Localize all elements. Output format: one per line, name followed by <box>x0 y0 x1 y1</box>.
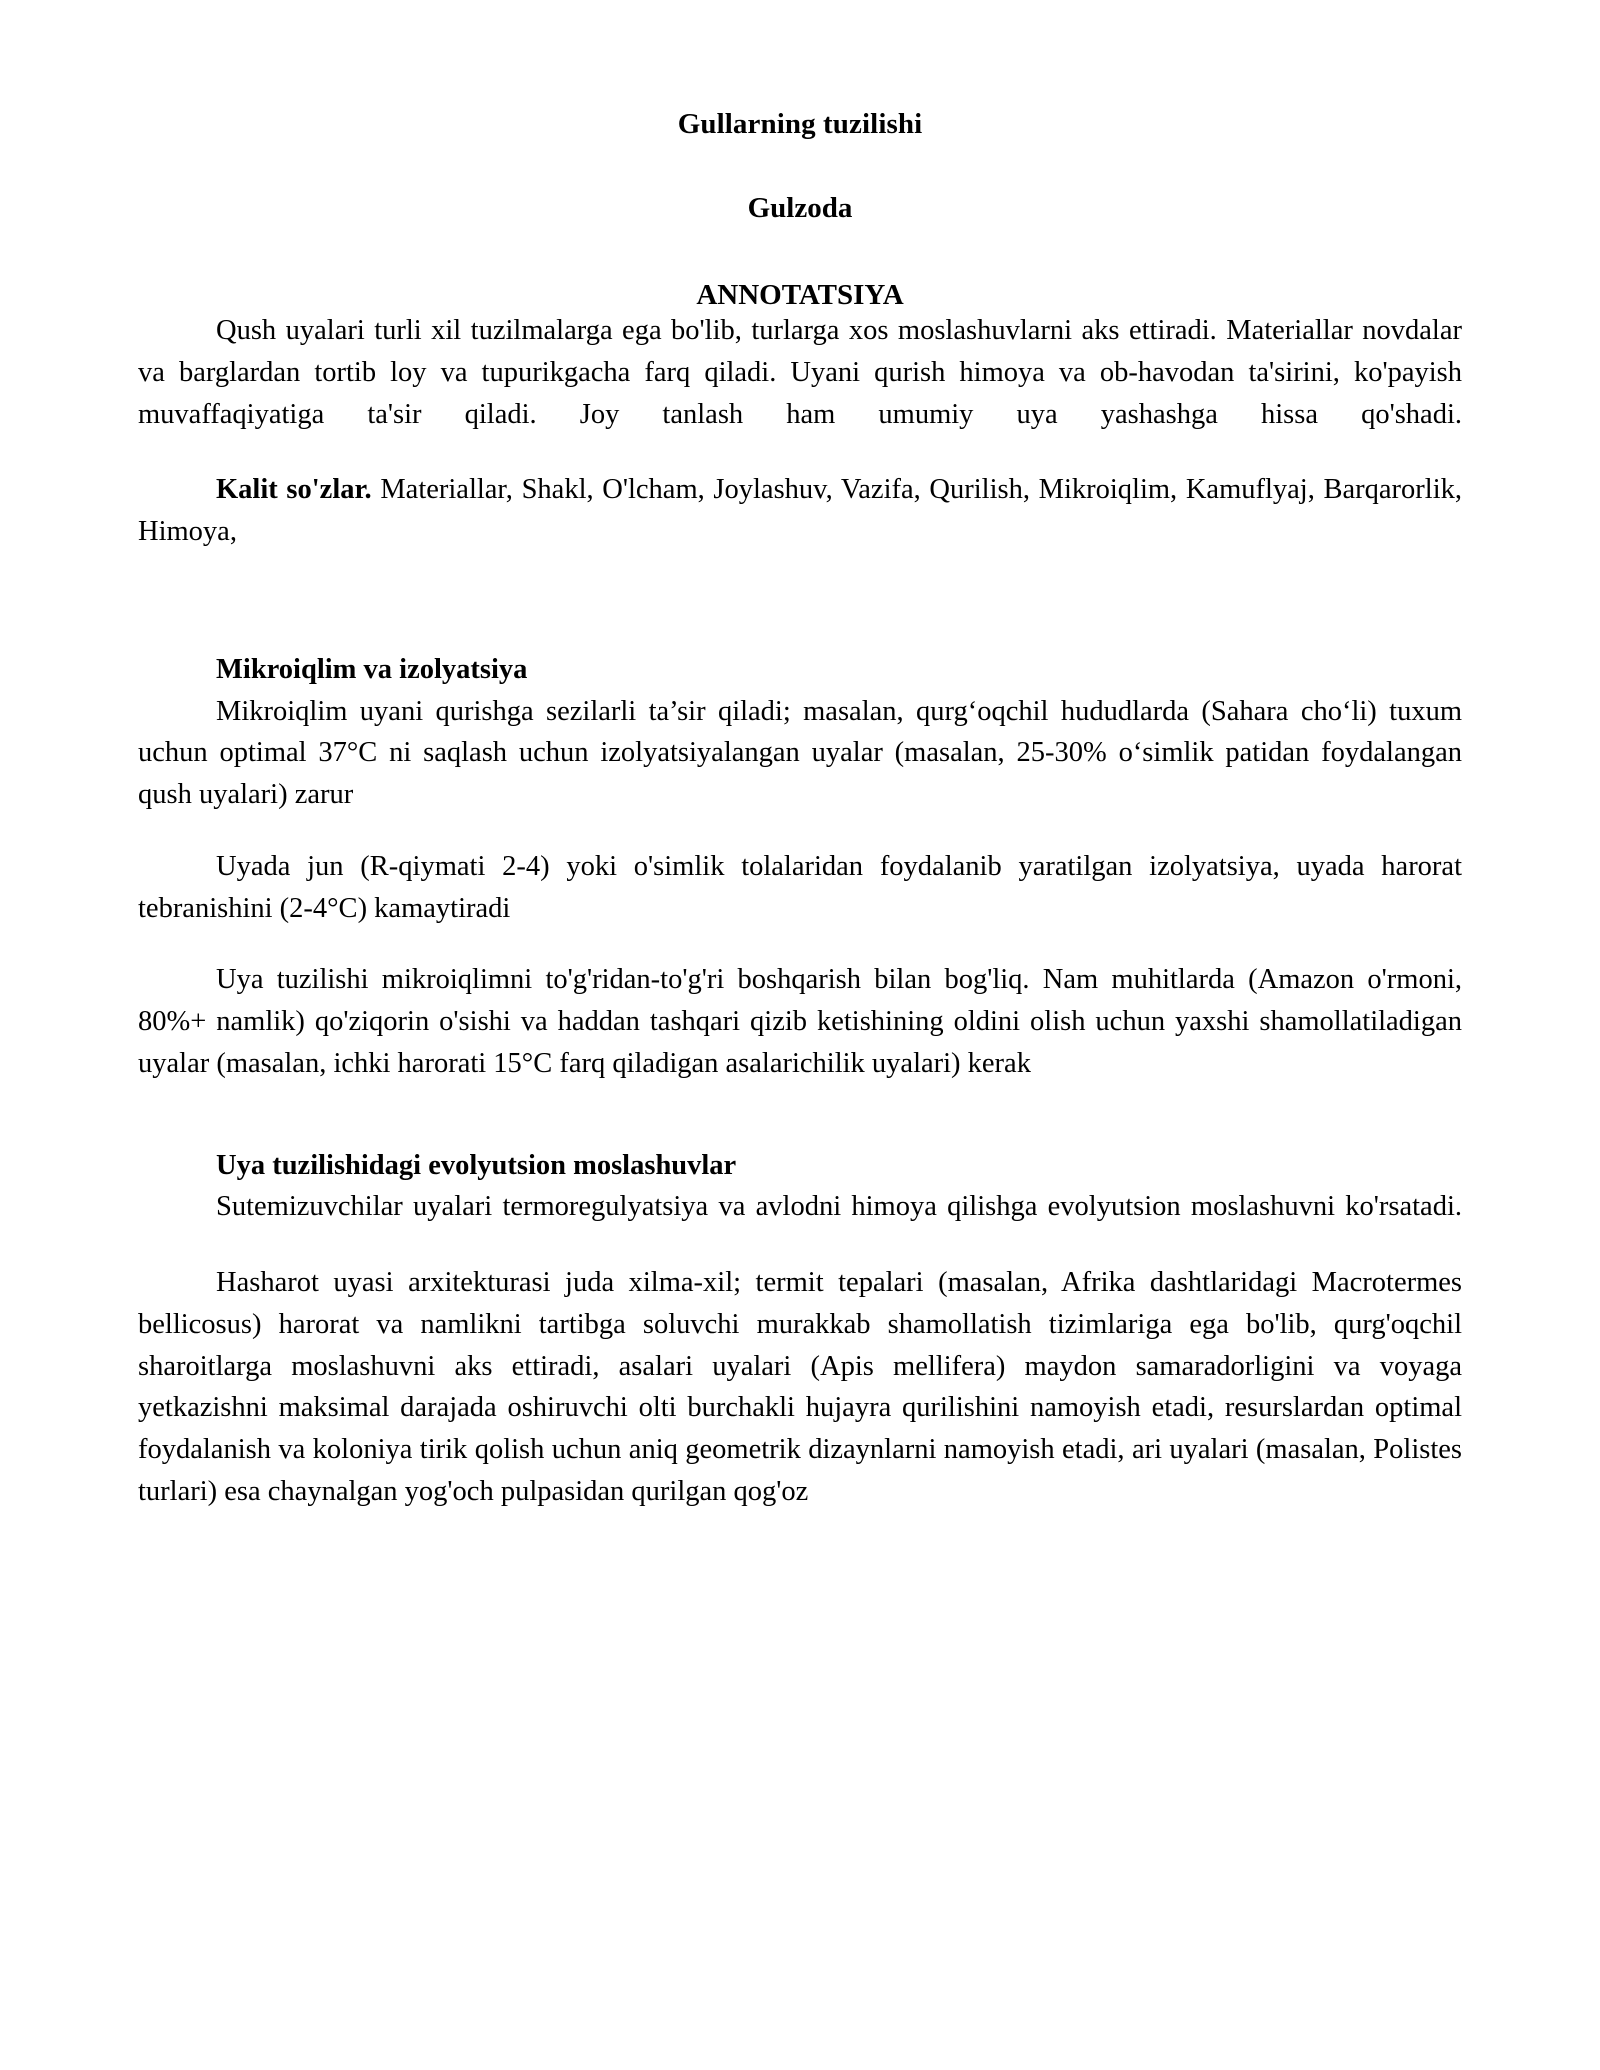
paragraph-evolution-1: Sutemizuvchilar uyalari termoregulyatsiya va avlodni himoya qilishga evolyutsion moslashuvni ko'rsatadi. <box>216 1191 1462 1223</box>
paragraph-microclimate-1: Mikroiqlim uyani qurishga sezilarli ta’sir qiladi; masalan, qurg‘oqchil hududlarda (Sahara cho‘li) tuxum uchun optimal 37°C ni saqlash uchun izolyatsiyalangan uyalar (masalan, 25-30% o‘simlik patidan foydalangan qush uyalari) zarur <box>138 695 1462 810</box>
paragraph-microclimate-2: Uyada jun (R-qiymati 2-4) yoki o'simlik tolalaridan foydalanib yaratilgan izolyatsiya, uyada harorat tebranishini (2-4°C) kamaytiradi <box>138 850 1462 924</box>
abstract-paragraph: Qush uyalari turli xil tuzilmalarga ega bo'lib, turlarga xos moslashuvlarni aks ettiradi. Materiallar novdalar va barglardan tortib loy va tupurikgacha farq qiladi. Uyani qurish himoya va ob-havodan ta'sirini, ko'payish muvaffaqiyatiga ta'sir qiladi. Joy tanlash ham umumiy uya yashashga hissa qo'shadi. <box>138 315 1462 430</box>
page-title: Gullarning tuzilishi <box>677 108 923 140</box>
spacer <box>138 553 1462 649</box>
spacer <box>138 1228 1462 1262</box>
spacer <box>138 1085 1462 1145</box>
paragraph-evolution-2: Hasharot uyasi arxitekturasi juda xilma-xil; termit tepalari (masalan, Afrika dashtlaridagi Macrotermes bellicosus) harorat va namlikni tartibga soluvchi murakkab shamollatish tizimlariga ega bo'lib, qurg'oqchil sharoitlarga moslashuvni aks ettiradi, asalari uyalari (Apis mellifera) maydon samaradorligini va voyaga yetkazishni maksimal darajada oshiruvchi olti burchakli hujayra qurilishini namoyish etadi, resurslardan optimal foydalanish va koloniya tirik qolish uchun aniq geometrik dizaynlarni namoyish etadi, ari uyalari (masalan, Polistes turlari) esa chaynalgan yog'och pulpasidan qurilgan qog'oz <box>138 1267 1462 1507</box>
spacer <box>138 435 1462 469</box>
keywords-paragraph <box>138 469 1462 553</box>
author-name: Gulzoda <box>747 192 853 224</box>
section-heading-evolution: Uya tuzilishidagi evolyutsion moslashuvlar <box>216 1149 737 1181</box>
abstract-heading: ANNOTATSIYA <box>696 279 904 311</box>
section-heading-microclimate: Mikroiqlim va izolyatsiya <box>216 653 528 685</box>
keywords-label: Kalit so'zlar. <box>216 474 372 506</box>
paragraph-microclimate-3: Uya tuzilishi mikroiqlimni to'g'ridan-to'g'ri boshqarish bilan bog'liq. Nam muhitlarda (Amazon o'rmoni, 80%+ namlik) qo'ziqorin o'sishi va haddan tashqari qizib ketishining oldini olish uchun yaxshi shamollatiladigan uyalar (masalan, ichki harorati 15°C farq qiladigan asalarichilik uyalari) kerak <box>138 964 1462 1079</box>
keywords-list: Materiallar, Shakl, O'lcham, Joylashuv, Vazifa, Qurilish, Mikroiqlim, Kamuflyaj, Barqarorlik, Himoya, <box>138 474 1462 547</box>
